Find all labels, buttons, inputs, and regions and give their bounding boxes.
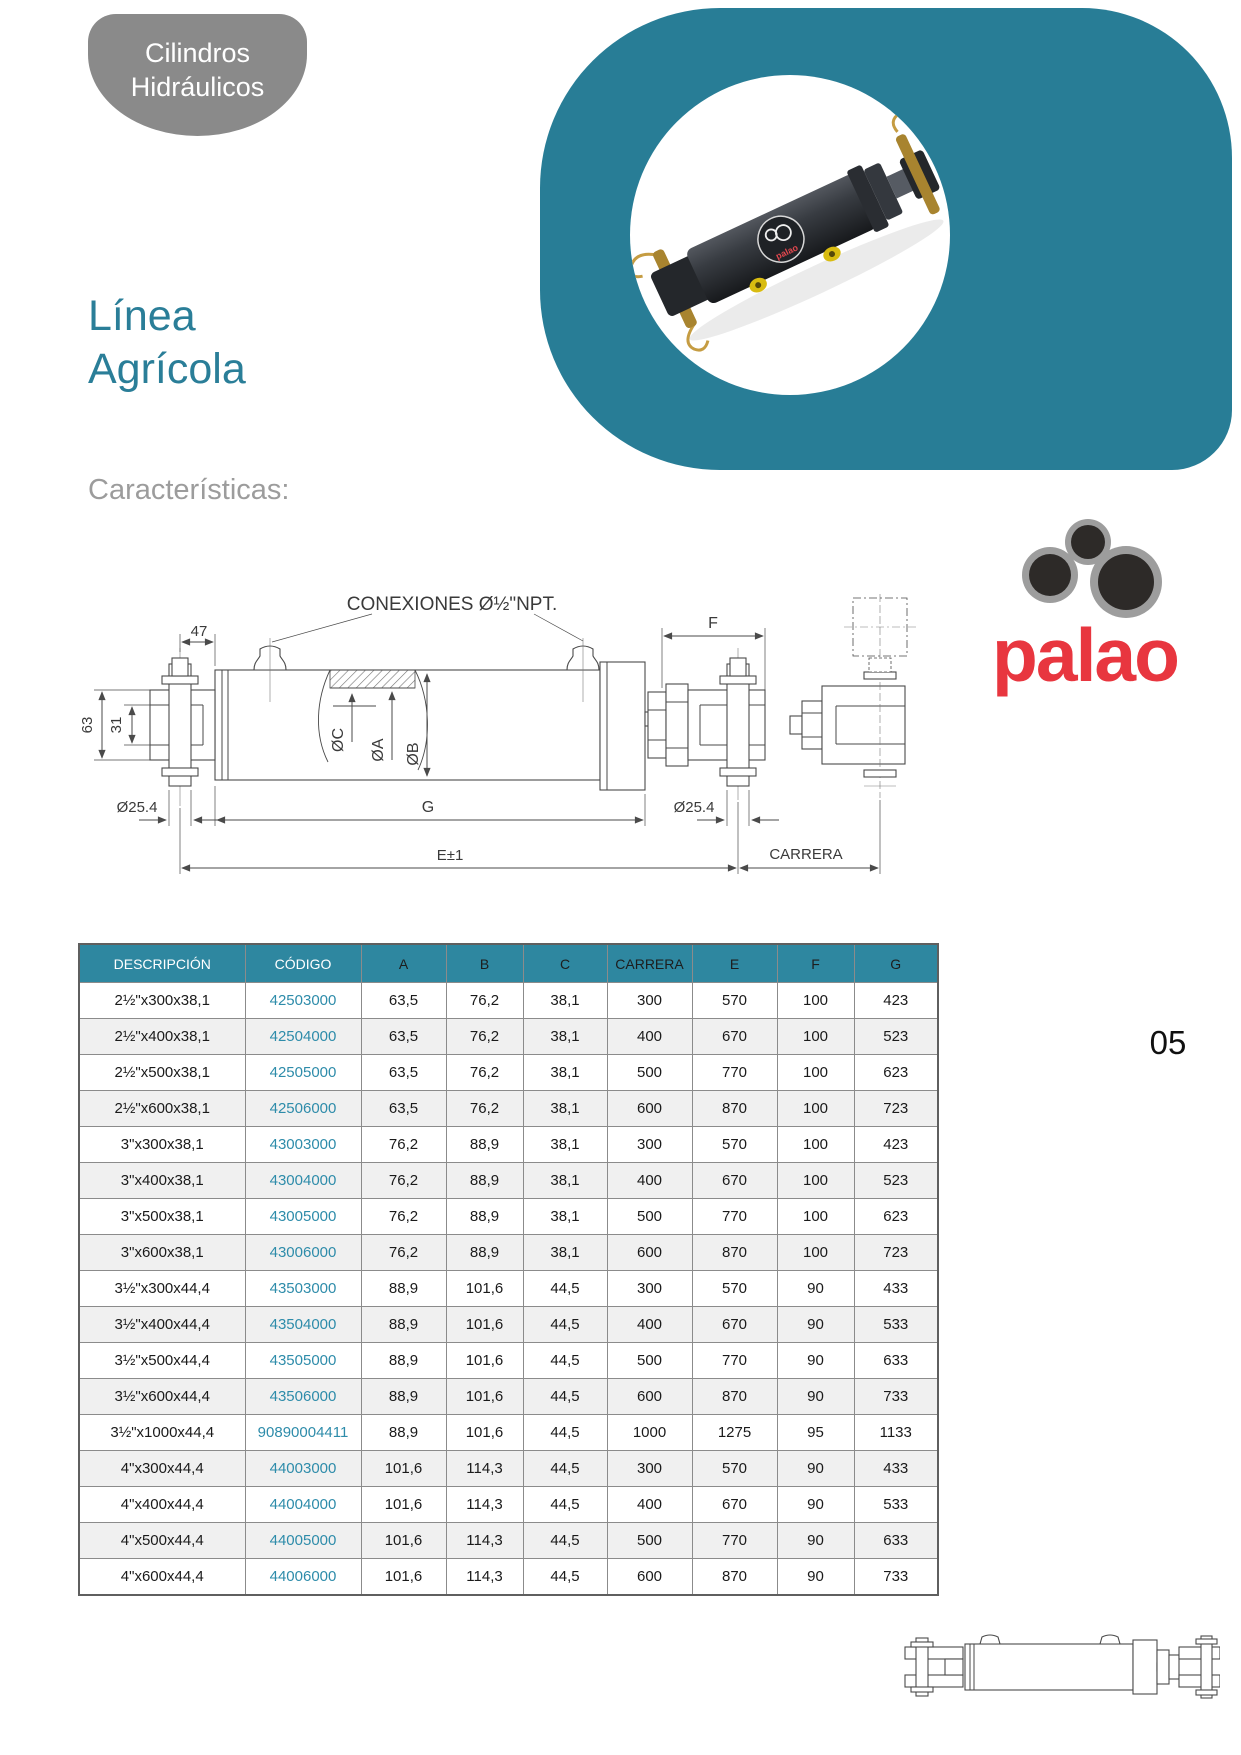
table-row bbox=[79, 1091, 938, 1127]
table-cell: 43506000 bbox=[245, 1379, 361, 1415]
footer-cylinder-diagram bbox=[885, 1630, 1220, 1705]
table-cell: 570 bbox=[692, 1271, 777, 1307]
title-line-1: Línea bbox=[88, 292, 196, 340]
table-cell: 43003000 bbox=[245, 1127, 361, 1163]
table-cell: 870 bbox=[692, 1235, 777, 1271]
table-cell: 101,6 bbox=[446, 1343, 523, 1379]
table-cell: 300 bbox=[607, 1451, 692, 1487]
table-cell: 114,3 bbox=[446, 1559, 523, 1596]
table-cell: 300 bbox=[607, 1127, 692, 1163]
table-cell: 3½"x500x44,4 bbox=[79, 1343, 245, 1379]
table-cell: 870 bbox=[692, 1379, 777, 1415]
table-body bbox=[79, 983, 938, 1596]
dim-label-47: 47 bbox=[190, 623, 208, 640]
table-cell: 44,5 bbox=[523, 1523, 607, 1559]
dim-label-f: F bbox=[708, 615, 718, 632]
table-cell: 43004000 bbox=[245, 1163, 361, 1199]
badge-line-2: Hidráulicos bbox=[130, 72, 265, 102]
col-header-codigo: CÓDIGO bbox=[245, 944, 361, 983]
table-cell: 76,2 bbox=[361, 1127, 446, 1163]
table-cell: 44,5 bbox=[523, 1487, 607, 1523]
table-cell: 38,1 bbox=[523, 1163, 607, 1199]
table-cell: 500 bbox=[607, 1523, 692, 1559]
product-photo-circle bbox=[630, 75, 950, 395]
col-header-f: F bbox=[777, 944, 854, 983]
table-cell: 4"x400x44,4 bbox=[79, 1487, 245, 1523]
table-cell: 670 bbox=[692, 1487, 777, 1523]
dia-c-label: ØC bbox=[330, 728, 347, 752]
table-cell: 76,2 bbox=[446, 1055, 523, 1091]
table-cell: 670 bbox=[692, 1307, 777, 1343]
table-cell: 100 bbox=[777, 1199, 854, 1235]
col-header-a: A bbox=[361, 944, 446, 983]
table-cell: 623 bbox=[854, 1055, 938, 1091]
section-label: Características: bbox=[88, 474, 290, 506]
table-cell: 4"x600x44,4 bbox=[79, 1559, 245, 1596]
table-row bbox=[79, 983, 938, 1019]
table-cell: 3"x500x38,1 bbox=[79, 1199, 245, 1235]
table-cell: 400 bbox=[607, 1307, 692, 1343]
table-cell: 1275 bbox=[692, 1415, 777, 1451]
category-badge bbox=[88, 14, 307, 136]
table-cell: 733 bbox=[854, 1379, 938, 1415]
table-cell: 633 bbox=[854, 1523, 938, 1559]
table-cell: 3½"x400x44,4 bbox=[79, 1307, 245, 1343]
col-header-e: E bbox=[692, 944, 777, 983]
table-cell: 3"x400x38,1 bbox=[79, 1163, 245, 1199]
table-cell: 433 bbox=[854, 1271, 938, 1307]
table-cell: 43504000 bbox=[245, 1307, 361, 1343]
table-cell: 100 bbox=[777, 983, 854, 1019]
col-header-c: C bbox=[523, 944, 607, 983]
table-cell: 600 bbox=[607, 1235, 692, 1271]
table-row bbox=[79, 1019, 938, 1055]
table-cell: 300 bbox=[607, 1271, 692, 1307]
table-row bbox=[79, 1127, 938, 1163]
table-cell: 870 bbox=[692, 1559, 777, 1596]
table-cell: 4"x500x44,4 bbox=[79, 1523, 245, 1559]
table-cell: 90 bbox=[777, 1343, 854, 1379]
table-cell: 44005000 bbox=[245, 1523, 361, 1559]
table-cell: 3"x600x38,1 bbox=[79, 1235, 245, 1271]
dia-label-right: Ø25.4 bbox=[673, 799, 715, 816]
table-cell: 100 bbox=[777, 1235, 854, 1271]
table-cell: 600 bbox=[607, 1559, 692, 1596]
page-title bbox=[88, 290, 246, 396]
table-cell: 76,2 bbox=[446, 1019, 523, 1055]
dia-label-left: Ø25.4 bbox=[116, 799, 158, 816]
table-cell: 63,5 bbox=[361, 1055, 446, 1091]
table-cell: 400 bbox=[607, 1019, 692, 1055]
table-cell: 423 bbox=[854, 983, 938, 1019]
table-cell: 670 bbox=[692, 1019, 777, 1055]
table-cell: 600 bbox=[607, 1379, 692, 1415]
table-cell: 90 bbox=[777, 1307, 854, 1343]
table-cell: 63,5 bbox=[361, 1019, 446, 1055]
table-cell: 723 bbox=[854, 1235, 938, 1271]
table-row bbox=[79, 1055, 938, 1091]
table-cell: 400 bbox=[607, 1163, 692, 1199]
table-cell: 88,9 bbox=[361, 1415, 446, 1451]
main-technical-diagram bbox=[60, 525, 930, 885]
table-cell: 2½"x400x38,1 bbox=[79, 1019, 245, 1055]
table-cell: 88,9 bbox=[361, 1307, 446, 1343]
table-cell: 63,5 bbox=[361, 983, 446, 1019]
table-cell: 38,1 bbox=[523, 1235, 607, 1271]
table-cell: 88,9 bbox=[446, 1199, 523, 1235]
svg-text:palao: palao bbox=[774, 242, 800, 262]
table-cell: 101,6 bbox=[446, 1379, 523, 1415]
table-cell: 43006000 bbox=[245, 1235, 361, 1271]
table-cell: 4"x300x44,4 bbox=[79, 1451, 245, 1487]
table-cell: 38,1 bbox=[523, 1127, 607, 1163]
table-cell: 1000 bbox=[607, 1415, 692, 1451]
col-header-b: B bbox=[446, 944, 523, 983]
table-cell: 570 bbox=[692, 983, 777, 1019]
table-cell: 100 bbox=[777, 1127, 854, 1163]
table-row bbox=[79, 1451, 938, 1487]
table-cell: 100 bbox=[777, 1163, 854, 1199]
table-row bbox=[79, 1487, 938, 1523]
table-cell: 88,9 bbox=[446, 1163, 523, 1199]
connections-label: CONEXIONES Ø½"NPT. bbox=[346, 594, 558, 615]
table-cell: 42503000 bbox=[245, 983, 361, 1019]
table-cell: 101,6 bbox=[446, 1271, 523, 1307]
table-cell: 101,6 bbox=[361, 1487, 446, 1523]
table-cell: 300 bbox=[607, 983, 692, 1019]
table-row bbox=[79, 1235, 938, 1271]
table-cell: 101,6 bbox=[361, 1523, 446, 1559]
table-cell: 2½"x300x38,1 bbox=[79, 983, 245, 1019]
table-cell: 433 bbox=[854, 1451, 938, 1487]
table-cell: 44,5 bbox=[523, 1343, 607, 1379]
table-cell: 38,1 bbox=[523, 1019, 607, 1055]
table-cell: 90 bbox=[777, 1523, 854, 1559]
brand-name: palao bbox=[992, 613, 1178, 697]
table-cell: 2½"x500x38,1 bbox=[79, 1055, 245, 1091]
table-row bbox=[79, 1199, 938, 1235]
table-cell: 88,9 bbox=[361, 1379, 446, 1415]
dia-a-label: ØA bbox=[370, 738, 387, 762]
table-cell: 76,2 bbox=[361, 1199, 446, 1235]
table-cell: 101,6 bbox=[446, 1415, 523, 1451]
table-cell: 43503000 bbox=[245, 1271, 361, 1307]
table-cell: 42505000 bbox=[245, 1055, 361, 1091]
dim-label-63: 63 bbox=[79, 716, 96, 734]
table-cell: 3½"x1000x44,4 bbox=[79, 1415, 245, 1451]
dim-label-31: 31 bbox=[108, 716, 125, 734]
table-row bbox=[79, 1523, 938, 1559]
table-cell: 101,6 bbox=[446, 1307, 523, 1343]
table-cell: 88,9 bbox=[361, 1271, 446, 1307]
table-cell: 44,5 bbox=[523, 1451, 607, 1487]
table-cell: 870 bbox=[692, 1091, 777, 1127]
table-cell: 88,9 bbox=[361, 1343, 446, 1379]
table-cell: 533 bbox=[854, 1487, 938, 1523]
table-cell: 770 bbox=[692, 1199, 777, 1235]
table-cell: 500 bbox=[607, 1055, 692, 1091]
table-cell: 623 bbox=[854, 1199, 938, 1235]
table-cell: 95 bbox=[777, 1415, 854, 1451]
table-cell: 2½"x600x38,1 bbox=[79, 1091, 245, 1127]
table-row bbox=[79, 1559, 938, 1596]
table-cell: 76,2 bbox=[361, 1163, 446, 1199]
table-header-row bbox=[79, 944, 938, 983]
table-row bbox=[79, 1271, 938, 1307]
badge-line-1: Cilindros bbox=[144, 38, 251, 68]
table-cell: 100 bbox=[777, 1055, 854, 1091]
table-cell: 90 bbox=[777, 1487, 854, 1523]
table-cell: 500 bbox=[607, 1199, 692, 1235]
title-line-2: Agrícola bbox=[88, 345, 246, 393]
table-cell: 114,3 bbox=[446, 1523, 523, 1559]
table-row bbox=[79, 1343, 938, 1379]
table-cell: 43005000 bbox=[245, 1199, 361, 1235]
table-row bbox=[79, 1379, 938, 1415]
table-cell: 423 bbox=[854, 1127, 938, 1163]
table-cell: 38,1 bbox=[523, 983, 607, 1019]
table-cell: 733 bbox=[854, 1559, 938, 1596]
col-header-descripcion: DESCRIPCIÓN bbox=[79, 944, 245, 983]
table-cell: 38,1 bbox=[523, 1091, 607, 1127]
table-cell: 44004000 bbox=[245, 1487, 361, 1523]
page-number: 05 bbox=[1149, 1024, 1187, 1061]
table-row bbox=[79, 1415, 938, 1451]
table-cell: 90 bbox=[777, 1559, 854, 1596]
table-cell: 88,9 bbox=[446, 1235, 523, 1271]
table-cell: 76,2 bbox=[361, 1235, 446, 1271]
table-cell: 88,9 bbox=[446, 1127, 523, 1163]
table-cell: 44,5 bbox=[523, 1415, 607, 1451]
table-cell: 43505000 bbox=[245, 1343, 361, 1379]
table-cell: 44,5 bbox=[523, 1379, 607, 1415]
table-cell: 770 bbox=[692, 1343, 777, 1379]
table-cell: 44,5 bbox=[523, 1559, 607, 1596]
table-cell: 400 bbox=[607, 1487, 692, 1523]
table-cell: 770 bbox=[692, 1055, 777, 1091]
table-cell: 42504000 bbox=[245, 1019, 361, 1055]
table-cell: 100 bbox=[777, 1091, 854, 1127]
table-cell: 114,3 bbox=[446, 1451, 523, 1487]
table-cell: 100 bbox=[777, 1019, 854, 1055]
table-row bbox=[79, 1307, 938, 1343]
col-header-carrera: CARRERA bbox=[607, 944, 692, 983]
table-cell: 101,6 bbox=[361, 1559, 446, 1596]
table-cell: 3"x300x38,1 bbox=[79, 1127, 245, 1163]
table-cell: 3½"x300x44,4 bbox=[79, 1271, 245, 1307]
spec-table bbox=[78, 943, 937, 1596]
table-cell: 44003000 bbox=[245, 1451, 361, 1487]
table-cell: 44,5 bbox=[523, 1307, 607, 1343]
table-cell: 76,2 bbox=[446, 1091, 523, 1127]
dim-label-g: G bbox=[421, 799, 435, 816]
dia-b-label: ØB bbox=[405, 742, 422, 766]
table-cell: 38,1 bbox=[523, 1199, 607, 1235]
table-cell: 42506000 bbox=[245, 1091, 361, 1127]
dim-label-e: E±1 bbox=[436, 847, 464, 864]
table-cell: 63,5 bbox=[361, 1091, 446, 1127]
table-cell: 90 bbox=[777, 1451, 854, 1487]
table-cell: 600 bbox=[607, 1091, 692, 1127]
table-cell: 500 bbox=[607, 1343, 692, 1379]
table-cell: 44,5 bbox=[523, 1271, 607, 1307]
table-cell: 523 bbox=[854, 1019, 938, 1055]
table-cell: 533 bbox=[854, 1307, 938, 1343]
table-cell: 76,2 bbox=[446, 983, 523, 1019]
table-row bbox=[79, 1163, 938, 1199]
table-cell: 90 bbox=[777, 1271, 854, 1307]
col-header-g: G bbox=[854, 944, 938, 983]
table-cell: 38,1 bbox=[523, 1055, 607, 1091]
cylinder-body-drawing bbox=[150, 594, 916, 806]
table-cell: 670 bbox=[692, 1163, 777, 1199]
table-cell: 90 bbox=[777, 1379, 854, 1415]
product-photo bbox=[630, 75, 950, 395]
table-cell: 90890004411 bbox=[245, 1415, 361, 1451]
dim-label-carrera: CARRERA bbox=[769, 846, 843, 863]
table-cell: 101,6 bbox=[361, 1451, 446, 1487]
table-cell: 3½"x600x44,4 bbox=[79, 1379, 245, 1415]
table-cell: 570 bbox=[692, 1127, 777, 1163]
table-cell: 633 bbox=[854, 1343, 938, 1379]
table-cell: 114,3 bbox=[446, 1487, 523, 1523]
table-cell: 1133 bbox=[854, 1415, 938, 1451]
table-cell: 570 bbox=[692, 1451, 777, 1487]
table-cell: 723 bbox=[854, 1091, 938, 1127]
table-cell: 44006000 bbox=[245, 1559, 361, 1596]
table-cell: 523 bbox=[854, 1163, 938, 1199]
table-cell: 770 bbox=[692, 1523, 777, 1559]
